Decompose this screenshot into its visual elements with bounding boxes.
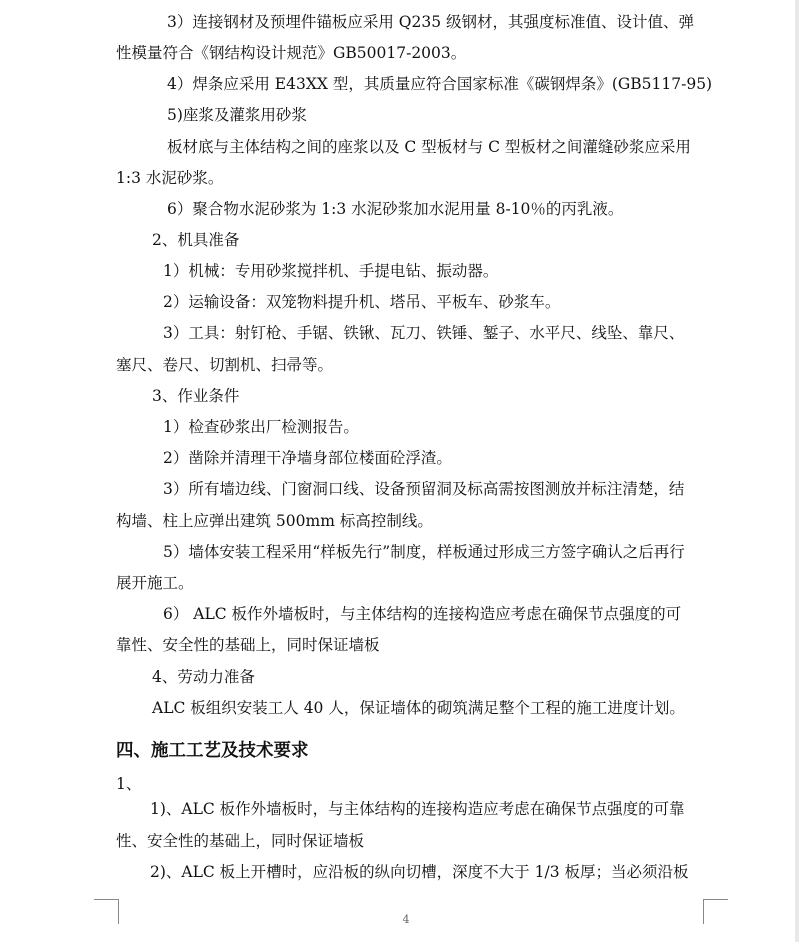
- subheading: 4、劳动力准备: [152, 668, 255, 686]
- text-line: 1)、ALC 板作外墙板时，与主体结构的连接构造应考虑在确保节点强度的可靠: [150, 800, 685, 818]
- text-line: 2）运输设备：双笼物料提升机、塔吊、平板车、砂浆车。: [163, 293, 561, 311]
- text-line: 2)、ALC 板上开槽时，应沿板的纵向切槽，深度不大于 1/3 板厚；当必须沿板: [150, 863, 689, 881]
- text-line: 3）工具：射钉枪、手锯、铁锹、瓦刀、铁锤、錾子、水平尺、线坠、靠尺、: [163, 324, 685, 342]
- text-line: 构墙、柱上应弹出建筑 500mm 标高控制线。: [116, 512, 433, 530]
- text-line: 4）焊条应采用 E43XX 型，其质量应符合国家标准《碳钢焊条》(GB5117-95): [167, 75, 713, 93]
- text-line: 1、: [116, 775, 142, 793]
- text-line: 5）墙体安装工程采用“样板先行”制度，样板通过形成三方签字确认之后再行: [163, 543, 685, 561]
- section-heading: 四、施工工艺及技术要求: [116, 741, 309, 761]
- text-line: 性模量符合《钢结构设计规范》GB50017-2003。: [116, 44, 467, 62]
- text-line: 展开施工。: [116, 574, 194, 592]
- subheading: 3、作业条件: [152, 387, 240, 405]
- text-line: 靠性、安全性的基础上，同时保证墙板: [116, 636, 380, 654]
- text-line: 6） ALC 板作外墙板时，与主体结构的连接构造应考虑在确保节点强度的可: [163, 605, 682, 623]
- page-number: 4: [402, 913, 410, 926]
- text-line: ALC 板组织安装工人 40 人，保证墙体的砌筑满足整个工程的施工进度计划。: [152, 699, 685, 717]
- margin-corner-mark-right: [703, 899, 728, 924]
- text-line: 3）所有墙边线、门窗洞口线、设备预留洞及标高需按图测放并标注清楚，结: [163, 480, 685, 498]
- text-line: 板材底与主体结构之间的座浆以及 C 型板材与 C 型板材之间灌缝砂浆应采用: [167, 138, 691, 156]
- text-line: 6）聚合物水泥砂浆为 1:3 水泥砂浆加水泥用量 8-10％的丙乳液。: [167, 200, 624, 218]
- text-line: 5)座浆及灌浆用砂浆: [167, 106, 307, 124]
- page-edge-shadow: [795, 0, 799, 942]
- text-line: 3）连接钢材及预埋件锚板应采用 Q235 级钢材，其强度标准值、设计值、弹: [167, 13, 695, 31]
- text-line: 1）机械：专用砂浆搅拌机、手提电钻、振动器。: [163, 262, 499, 280]
- text-line: 1:3 水泥砂浆。: [116, 169, 224, 187]
- text-line: 塞尺、卷尺、切割机、扫帚等。: [116, 356, 334, 374]
- text-line: 2）凿除并清理干净墙身部位楼面砼浮渣。: [163, 449, 452, 467]
- subheading: 2、机具准备: [152, 231, 240, 249]
- margin-corner-mark-left: [94, 899, 119, 924]
- text-line: 性、安全性的基础上，同时保证墙板: [116, 832, 365, 850]
- text-line: 1）检查砂浆出厂检测报告。: [163, 418, 359, 436]
